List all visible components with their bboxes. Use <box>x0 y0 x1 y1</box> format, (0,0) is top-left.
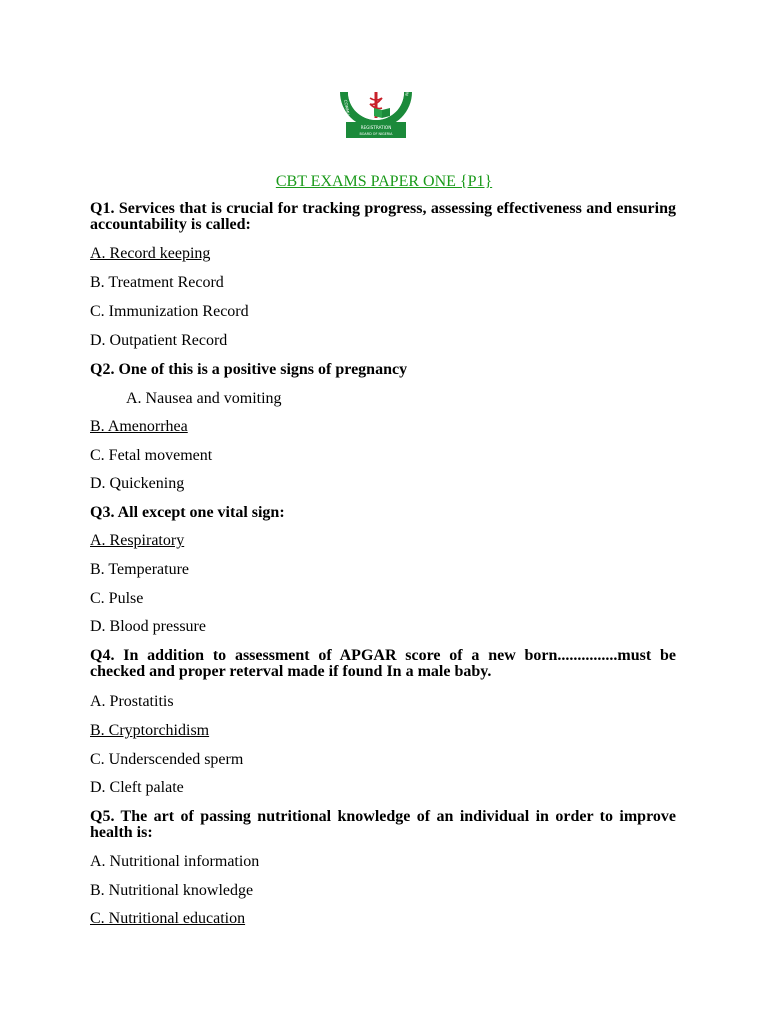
q1-option-a: A. Record keeping <box>90 245 211 262</box>
q2-option-a: A. Nausea and vomiting <box>126 390 282 407</box>
question-1: Q1. Services that is crucial for tracking progress, assessing effectiveness and ensuring accountability is called: <box>90 200 676 233</box>
svg-text:NURSES: NURSES <box>404 79 412 97</box>
q5-option-b: B. Nutritional knowledge <box>90 882 254 899</box>
q4-option-d: D. Cleft palate <box>90 779 184 796</box>
q5-option-c: C. Nutritional education <box>90 910 246 927</box>
q4-option-a: A. Prostatitis <box>90 693 174 710</box>
question-2: Q2. One of this is a positive signs of pregnancy <box>90 361 408 378</box>
paper-title: CBT EXAMS PAPER ONE {P1} <box>275 173 493 190</box>
question-5: Q5. The art of passing nutritional knowledge of an individual in order to improve health is: <box>90 808 676 841</box>
q1-option-d: D. Outpatient Record <box>90 332 228 349</box>
q2-option-d: D. Quickening <box>90 475 185 492</box>
q4-option-b: B. Cryptorchidism <box>90 722 210 739</box>
q5-option-a: A. Nutritional information <box>90 853 260 870</box>
q3-option-c: C. Pulse <box>90 590 144 607</box>
svg-text:COMMU: COMMU <box>343 99 351 116</box>
questions-container <box>90 201 676 929</box>
q2-option-c: C. Fetal movement <box>90 447 213 464</box>
q3-option-b: B. Temperature <box>90 561 189 578</box>
question-4: Q4. In addition to assessment of APGAR score of a new born...............must be checked and proper reterval made if found In a male baby. <box>90 647 676 680</box>
q2-option-b: B. Amenorrhea <box>90 418 188 435</box>
q3-option-d: D. Blood pressure <box>90 618 206 635</box>
svg-text:BOARD OF NIGERIA: BOARD OF NIGERIA <box>359 132 393 136</box>
q3-option-a: A. Respiratory <box>90 532 185 549</box>
nursing-board-logo <box>336 79 416 142</box>
q1-option-c: C. Immunization Record <box>90 303 249 320</box>
q4-option-c: C. Underscended sperm <box>90 751 244 768</box>
question-3: Q3. All except one vital sign: <box>90 504 285 521</box>
svg-text:REGISTRATION: REGISTRATION <box>360 125 392 130</box>
q1-option-b: B. Treatment Record <box>90 274 224 291</box>
